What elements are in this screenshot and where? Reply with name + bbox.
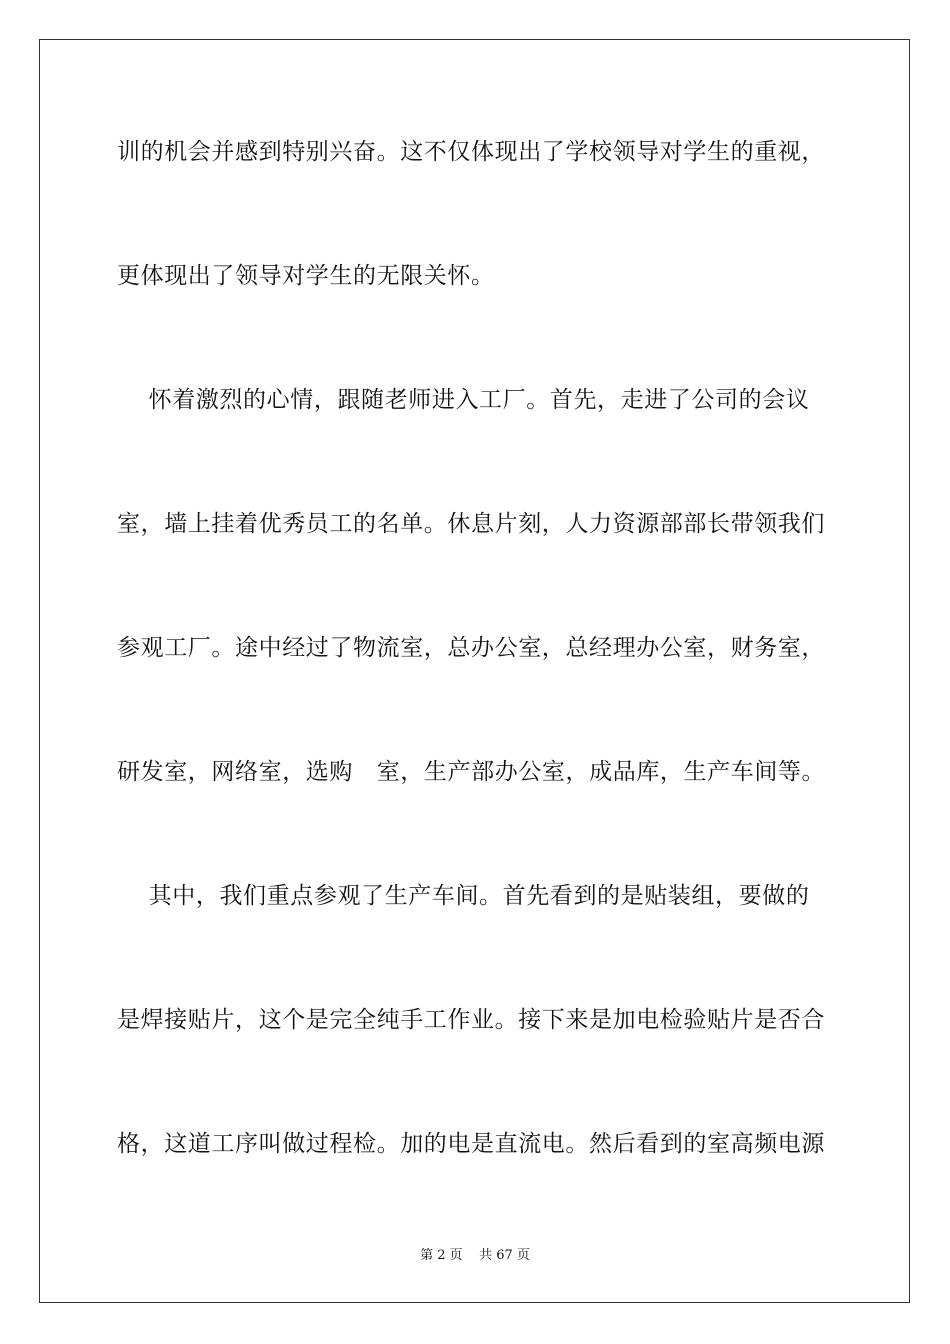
body-text-line-4: 室，墙上挂着优秀员工的名单。休息片刻，人力资源部部长带领我们: [117, 511, 825, 537]
body-text-line-8: 是焊接贴片，这个是完全纯手工作业。接下来是加电检验贴片是否合: [117, 1007, 825, 1033]
body-text-line-6: 研发室，网络室，选购 室，生产部办公室，成品库，生产车间等。: [117, 759, 826, 785]
body-text-line-7: 其中，我们重点参观了生产车间。首先看到的是贴装组，要做的: [117, 883, 810, 909]
body-text-line-1: 训的机会并感到特别兴奋。这不仅体现出了学校领导对学生的重视，: [117, 139, 825, 165]
body-text-line-3: 怀着激烈的心情，跟随老师进入工厂。首先，走进了公司的会议: [117, 387, 810, 413]
body-text-line-5: 参观工厂。途中经过了物流室，总办公室，总经理办公室，财务室，: [117, 635, 825, 661]
body-text-line-9: 格，这道工序叫做过程检。加的电是直流电。然后看到的室高频电源: [117, 1131, 825, 1157]
body-text-line-2: 更体现出了领导对学生的无限关怀。: [117, 263, 495, 289]
page-border: [39, 39, 910, 1303]
page-number-footer: 第 2 页 共 67 页: [420, 1248, 530, 1263]
